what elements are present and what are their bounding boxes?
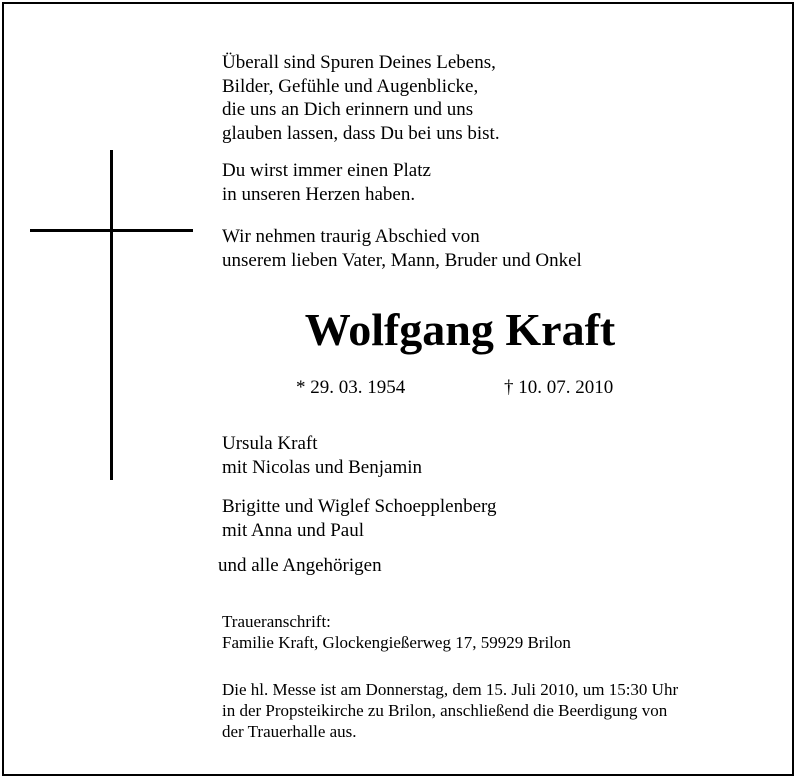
farewell-intro: Wir nehmen traurig Abschied von unserem lieben Vater, Mann, Bruder und Onkel: [222, 226, 582, 271]
mass-information: Die hl. Messe ist am Donnerstag, dem 15. Juli 2010, um 15:30 Uhr in der Propsteikirche zu Brilon, anschließend die Beerdigung von der Trauerhalle aus.: [222, 680, 679, 741]
birth-date: * 29. 03. 1954: [296, 377, 406, 398]
poem-stanza-2: Du wirst immer einen Platz in unseren Herzen haben.: [222, 160, 431, 205]
mourners-group-2: Brigitte und Wiglef Schoepplenberg mit Anna und Paul: [222, 496, 497, 541]
mourners-group-1: Ursula Kraft mit Nicolas und Benjamin: [222, 433, 423, 478]
cross-icon-horizontal: [30, 229, 193, 232]
mourners-group-3: und alle Angehörigen: [218, 555, 382, 576]
mourning-address: Traueranschrift: Familie Kraft, Glockengießerweg 17, 59929 Brilon: [222, 612, 571, 652]
death-date: † 10. 07. 2010: [504, 377, 614, 398]
deceased-name: Wolfgang Kraft: [304, 304, 616, 355]
poem-stanza-1: Überall sind Spuren Deines Lebens, Bilder, Gefühle und Augenblicke, die uns an Dich erinnern und uns glauben lassen, dass Du bei uns bist.: [222, 52, 500, 144]
